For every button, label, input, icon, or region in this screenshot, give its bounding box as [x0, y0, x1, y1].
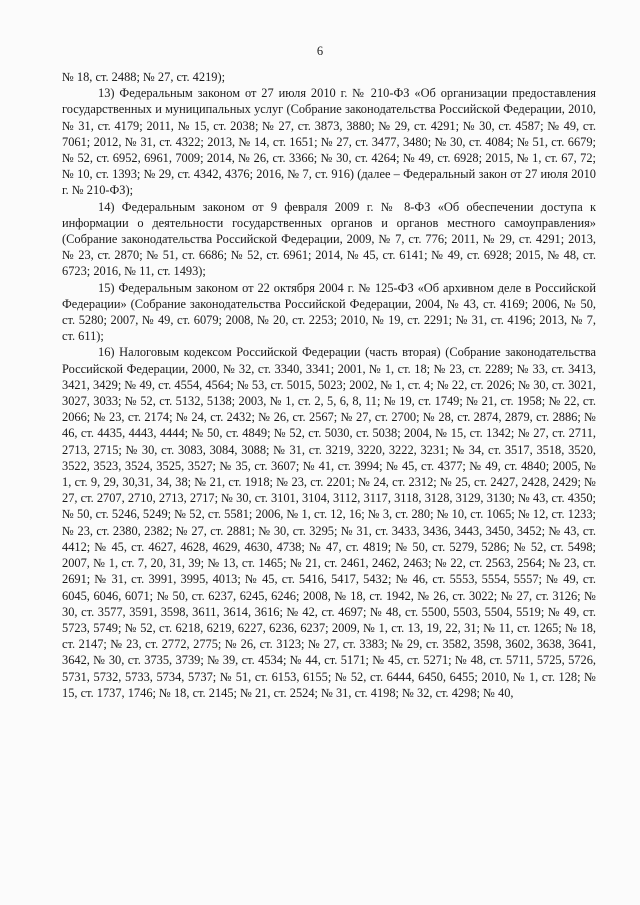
- paragraph-item-14: 14) Федеральным законом от 9 февраля 2009 г. № 8-ФЗ «Об обеспечении доступа к информации о деятельности государственных органов и органов местного самоуправления» (Собрание законодательства Российской Федерации, 2009, № 7, ст. 776; 2011, № 29, ст. 4291; 2013, № 23, ст. 2870; № 51, ст. 6686; № 52, ст. 6961; 2014, № 45, ст. 6141; № 49, ст. 6928; 2015, № 48, ст. 6723; 2016, № 11, ст. 1493);: [62, 199, 596, 279]
- page-number: 6: [316, 44, 324, 58]
- paragraph-item-13: 13) Федеральным законом от 27 июля 2010 г. № 210-ФЗ «Об организации предоставления государственных и муниципальных услуг (Собрание законодательства Российской Федерации, 2010, № 31, ст. 4179; 2011, № 15, ст. 2038; № 27, ст. 3873, 3880; № 29, ст. 4291; № 30, ст. 4587; № 49, ст. 7061; 2012, № 31, ст. 4322; 2013, № 14, ст. 1651; № 27, ст. 3477, 3480; № 30, ст. 4084; № 51, ст. 6679; № 52, ст. 6952, 6961, 7009; 2014, № 26, ст. 3366; № 30, ст. 4264; № 49, ст. 6928; 2015, № 1, ст. 67, 72; № 10, ст. 1393; № 29, ст. 4342, 4376; 2016, № 7, ст. 916) (далее – Федеральный закон от 27 июля 2010 г. № 210-ФЗ);: [62, 86, 596, 198]
- paragraph-continuation: № 18, ст. 2488; № 27, ст. 4219);: [62, 70, 226, 84]
- document-body: [62, 69, 596, 701]
- paragraph-item-16: 16) Налоговым кодексом Российской Федерации (часть вторая) (Собрание законодательства Российской Федерации, 2000, № 32, ст. 3340, 3341; 2001, № 1, ст. 18; № 23, ст. 2289; № 33, ст. 3413, 3421, 3429; № 49, ст. 4554, 4564; № 53, ст. 5015, 5023; 2002, № 1, ст. 4; № 22, ст. 2026; № 30, ст. 3021, 3027, 3033; № 52, ст. 5132, 5138; 2003, № 1, ст. 2, 5, 6, 8, 11; № 19, ст. 1749; № 21, ст. 1958; № 22, ст. 2066; № 23, ст. 2174; № 24, ст. 2432; № 26, ст. 2567; № 27, ст. 2700; № 28, ст. 2874, 2879, ст. 2886; № 46, ст. 4435, 4443, 4444; № 50, ст. 4849; № 52, ст. 5030, ст. 5038; 2004, № 15, ст. 1342; № 27, ст. 2711, 2713, 2715; № 30, ст. 3083, 3084, 3088; № 31, ст. 3219, 3220, 3222, 3231; № 34, ст. 3517, 3518, 3520, 3522, 3523, 3524, 3525, 3527; № 35, ст. 3607; № 41, ст. 3994; № 45, ст. 4377; № 49, ст. 4840; 2005, № 1, ст. 9, 29, 30,31, 34, 38; № 21, ст. 1918; № 23, ст. 2201; № 24, ст. 2312; № 25, ст. 2427, 2428, 2429; № 27, ст. 2707, 2710, 2713, 2717; № 30, ст. 3101, 3104, 3112, 3117, 3118, 3128, 3129, 3130; № 43, ст. 4350; № 50, ст. 5246, 5249; № 52, ст. 5581; 2006, № 1, ст. 12, 16; № 3, ст. 280; № 10, ст. 1065; № 12, ст. 1233; № 23, ст. 2380, 2382; № 27, ст. 2881; № 30, ст. 3295; № 31, ст. 3433, 3436, 3443, 3450, 3452; № 43, ст. 4412; № 45, ст. 4627, 4628, 4629, 4630, 4738; № 47, ст. 4819; № 50, ст. 5279, 5286; № 52, ст. 5498; 2007, № 1, ст. 7, 20, 31, 39; № 13, ст. 1465; № 21, ст. 2461, 2462, 2463; № 22, ст. 2563, 2564; № 23, ст. 2691; № 31, ст. 3991, 3995, 4013; № 45, ст. 5416, 5417, 5432; № 46, ст. 5553, 5554, 5557; № 49, ст. 6045, 6046, 6071; № 50, ст. 6237, 6245, 6246; 2008, № 18, ст. 1942, № 26, ст. 3022; № 27, ст. 3126; № 30, ст. 3577, 3591, 3598, 3611, 3614, 3616; № 42, ст. 4697; № 48, ст. 5500, 5503, 5504, 5519; № 49, ст. 5723, 5749; № 52, ст. 6218, 6219, 6227, 6236, 6237; 2009, № 1, ст. 13, 19, 22, 31; № 11, ст. 1265; № 18, ст. 2147; № 23, ст. 2772, 2775; № 26, ст. 3123; № 27, ст. 3383; № 29, ст. 3582, 3598, 3602, 3638, 3641, 3642, № 30, ст. 3735, 3739; № 39, ст. 4534; № 44, ст. 5171; № 45, ст. 5271; № 48, ст. 5711, 5725, 5726, 5731, 5732, 5733, 5734, 5737; № 51, ст. 6153, 6155; № 52, ст. 6444, 6450, 6455; 2010, № 1, ст. 128; № 15, ст. 1737, 1746; № 18, ст. 2145; № 21, ст. 2524; № 31, ст. 4198; № 32, ст. 4298; № 40,: [62, 345, 596, 700]
- paragraph-item-15: 15) Федеральным законом от 22 октября 2004 г. № 125-ФЗ «Об архивном деле в Российской Федерации» (Собрание законодательства Российской Федерации, 2004, № 43, ст. 4169; 2006, № 50, ст. 5280; 2007, № 49, ст. 6079; 2008, № 20, ст. 2253; 2010, № 19, ст. 2291; № 31, ст. 4196; 2013, № 7, ст. 611);: [62, 280, 596, 344]
